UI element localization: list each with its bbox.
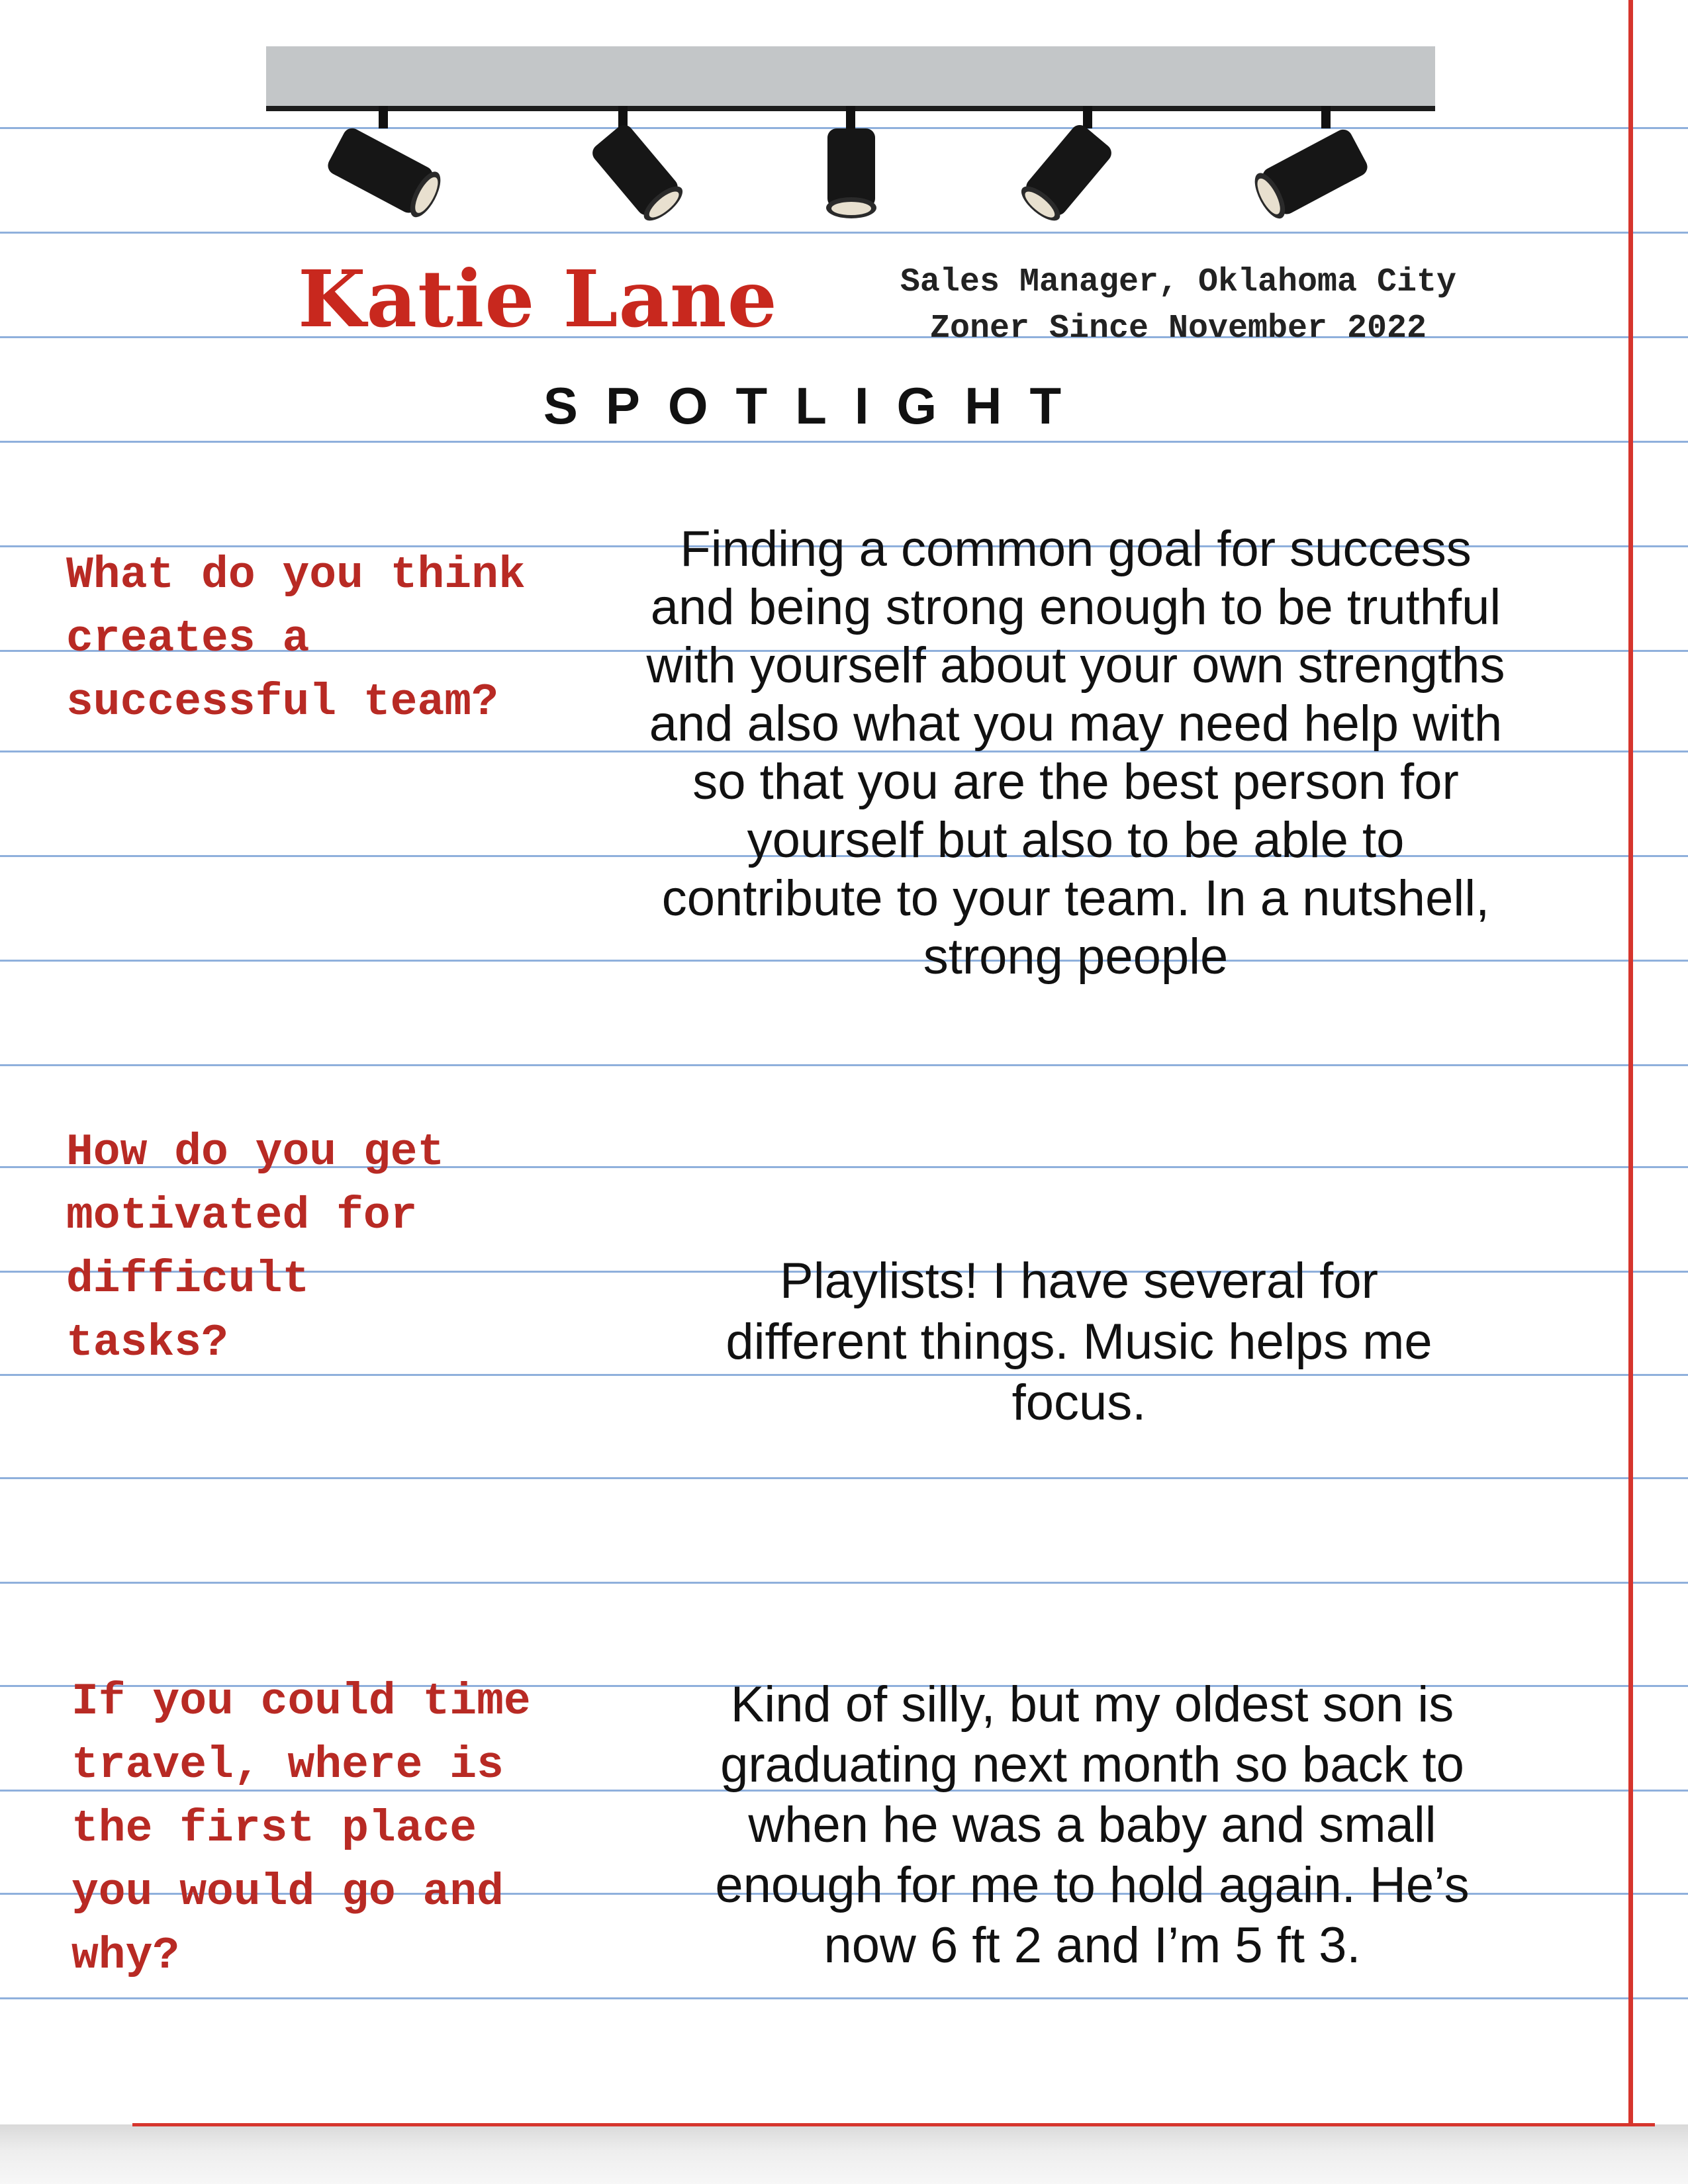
ruled-line — [0, 1997, 1688, 1999]
role-title: Sales Manager, Oklahoma City — [900, 263, 1457, 301]
ruled-line — [0, 441, 1688, 443]
paper-shadow — [0, 2124, 1688, 2184]
ruled-line — [0, 1064, 1688, 1066]
spotlight-icon — [1248, 106, 1370, 223]
spotlight-icon — [826, 106, 876, 218]
track-spotlight-icon — [266, 99, 1435, 245]
spotlight-icon — [1016, 106, 1115, 226]
role-info — [880, 259, 1476, 352]
paper-bottom-edge — [132, 2123, 1655, 2126]
spotlight-icon — [588, 106, 688, 226]
answer-2: Playlists! I have several for different things. Music helps me focus. — [726, 1253, 1432, 1431]
question-1: What do you think creates a successful team? — [66, 550, 526, 728]
question-2: How do you get motivated for difficult tasks? — [66, 1127, 445, 1369]
ruled-line — [0, 1582, 1688, 1584]
question-3: If you could time travel, where is the first place you would go and why? — [71, 1676, 531, 1981]
spotlight-icon — [325, 106, 447, 222]
person-name: Katie Lane — [298, 253, 778, 345]
margin-line — [1628, 0, 1633, 2124]
ruled-line — [0, 1477, 1688, 1479]
tenure: Zoner Since November 2022 — [929, 310, 1427, 347]
answer-1: Finding a common goal for success and being strong enough to be truthful with yourself about your own strengths and also what you may need help with so that you are the best person for yourself but also to be able to contribute to your team. In a nutshell, strong people — [646, 521, 1505, 985]
page-title: SPOTLIGHT — [543, 377, 1090, 435]
answer-3: Kind of silly, but my oldest son is graduating next month so back to when he was a baby and small enough for me to hold again. He’s now 6 ft 2 and I’m 5 ft 3. — [715, 1676, 1470, 1974]
